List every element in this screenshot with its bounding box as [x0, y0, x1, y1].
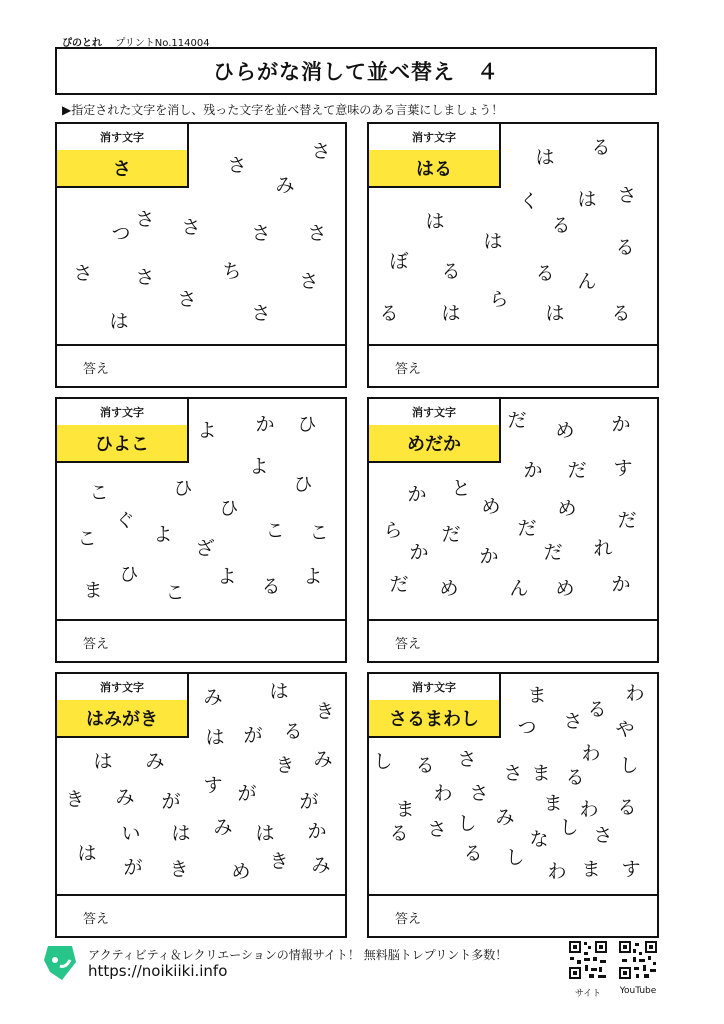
hiragana-char: め: [555, 577, 575, 600]
puzzle-panel: [55, 397, 347, 663]
hiragana-char: は: [483, 230, 503, 253]
hiragana-char: ぐ: [115, 509, 135, 532]
hiragana-char: き: [275, 754, 295, 777]
hiragana-char: や: [615, 718, 635, 741]
hiragana-char: こ: [89, 481, 109, 504]
hiragana-char: さ: [563, 710, 583, 733]
hiragana-char: ま: [531, 762, 551, 785]
hiragana-char: ひ: [119, 563, 139, 586]
hiragana-char: ま: [83, 579, 103, 602]
hiragana-char: が: [237, 782, 257, 805]
erase-label-heading: 消す文字: [412, 406, 456, 419]
hiragana-char: る: [591, 136, 611, 159]
erase-label-box: [369, 674, 501, 738]
hiragana-char: る: [615, 236, 635, 259]
hiragana-char: こ: [309, 521, 329, 544]
hiragana-char: み: [495, 806, 515, 829]
hiragana-char: か: [611, 413, 631, 436]
hiragana-char: み: [115, 786, 135, 809]
answer-field[interactable]: [369, 619, 657, 661]
print-number: プリントNo.114004: [115, 38, 210, 49]
logo-icon: [40, 942, 80, 982]
hiragana-char: だ: [517, 517, 537, 540]
qr-code-icon[interactable]: [568, 940, 608, 980]
hiragana-char: ん: [577, 270, 597, 293]
erase-word: さるまわし: [369, 700, 499, 736]
hiragana-char: わ: [581, 742, 601, 765]
puzzle-panel: [55, 672, 347, 938]
hiragana-char: か: [307, 820, 327, 843]
hiragana-char: さ: [299, 270, 319, 293]
hiragana-char: だ: [441, 523, 461, 546]
hiragana-char: み: [203, 686, 223, 709]
hiragana-char: さ: [457, 748, 477, 771]
qr-youtube-label: YouTube: [619, 986, 657, 996]
footer-url[interactable]: https://noikiiki.info: [88, 962, 228, 980]
answer-label: 答え: [395, 637, 422, 652]
hiragana-char: し: [457, 812, 477, 835]
hiragana-char: ん: [509, 577, 529, 600]
hiragana-char: は: [205, 726, 225, 749]
brand: ぴのとれ: [62, 38, 102, 49]
erase-label-heading: 消す文字: [412, 681, 456, 694]
answer-label: 答え: [83, 912, 110, 927]
answer-field[interactable]: [57, 344, 345, 386]
hiragana-char: め: [481, 495, 501, 518]
puzzle-panel: [367, 672, 659, 938]
hiragana-char: み: [145, 750, 165, 773]
erase-label-box: [57, 674, 189, 738]
hiragana-char: は: [425, 210, 445, 233]
hiragana-char: か: [409, 541, 429, 564]
hiragana-char: ま: [395, 798, 415, 821]
hiragana-char: が: [123, 856, 143, 879]
qr-site-label: サイト: [574, 989, 602, 999]
answer-field[interactable]: [57, 894, 345, 936]
erase-word: はみがき: [57, 700, 187, 736]
hiragana-char: か: [479, 545, 499, 568]
erase-label-heading: 消す文字: [100, 406, 144, 419]
hiragana-char: き: [269, 850, 289, 873]
hiragana-char: か: [611, 573, 631, 596]
hiragana-char: め: [557, 497, 577, 520]
hiragana-char: ひ: [293, 473, 313, 496]
hiragana-char: め: [555, 419, 575, 442]
hiragana-char: る: [379, 302, 399, 325]
hiragana-char: る: [535, 262, 555, 285]
hiragana-char: は: [545, 302, 565, 325]
page-title: ひらがな消して並べ替え ４: [55, 47, 657, 95]
hiragana-char: ざ: [195, 537, 215, 560]
puzzle-panel: [367, 397, 659, 663]
hiragana-char: さ: [251, 222, 271, 245]
hiragana-char: は: [441, 302, 461, 325]
hiragana-char: し: [619, 754, 639, 777]
hiragana-char: る: [587, 698, 607, 721]
hiragana-char: み: [275, 174, 295, 197]
hiragana-char: さ: [311, 140, 331, 163]
hiragana-char: る: [611, 302, 631, 325]
hiragana-char: が: [161, 790, 181, 813]
hiragana-char: み: [313, 748, 333, 771]
hiragana-char: は: [109, 310, 129, 333]
hiragana-char: ら: [489, 288, 509, 311]
hiragana-char: す: [613, 457, 633, 480]
hiragana-char: わ: [433, 782, 453, 805]
qr-code-icon[interactable]: [618, 940, 658, 980]
erase-word: さ: [57, 150, 187, 186]
hiragana-char: ま: [543, 792, 563, 815]
hiragana-char: な: [529, 828, 549, 851]
hiragana-char: す: [203, 774, 223, 797]
hiragana-char: か: [255, 413, 275, 436]
erase-label-box: [57, 124, 189, 188]
hiragana-char: る: [389, 822, 409, 845]
hiragana-char: れ: [593, 537, 613, 560]
answer-field[interactable]: [369, 894, 657, 936]
hiragana-char: す: [621, 858, 641, 881]
answer-label: 答え: [395, 362, 422, 377]
hiragana-char: だ: [389, 573, 409, 596]
hiragana-char: ら: [383, 519, 403, 542]
hiragana-char: よ: [249, 455, 269, 478]
footer: [40, 940, 690, 1010]
hiragana-char: だ: [507, 409, 527, 432]
hiragana-char: だ: [617, 509, 637, 532]
hiragana-char: め: [231, 860, 251, 883]
hiragana-char: が: [299, 790, 319, 813]
hiragana-char: は: [77, 842, 97, 865]
hiragana-char: さ: [135, 208, 155, 231]
hiragana-char: だ: [543, 541, 563, 564]
hiragana-char: ひ: [219, 497, 239, 520]
answer-field[interactable]: [369, 344, 657, 386]
hiragana-char: は: [269, 680, 289, 703]
hiragana-char: か: [407, 483, 427, 506]
hiragana-char: ひ: [297, 413, 317, 436]
hiragana-char: わ: [579, 798, 599, 821]
hiragana-char: み: [311, 854, 331, 877]
hiragana-char: さ: [307, 222, 327, 245]
answer-field[interactable]: [57, 619, 345, 661]
hiragana-char: し: [373, 750, 393, 773]
hiragana-char: よ: [303, 565, 323, 588]
hiragana-char: こ: [77, 527, 97, 550]
erase-label-heading: 消す文字: [100, 131, 144, 144]
hiragana-char: し: [505, 846, 525, 869]
hiragana-char: し: [559, 816, 579, 839]
erase-label-box: [57, 399, 189, 463]
hiragana-char: よ: [197, 419, 217, 442]
hiragana-char: さ: [503, 762, 523, 785]
hiragana-char: ま: [581, 858, 601, 881]
hiragana-char: る: [441, 260, 461, 283]
erase-label-box: [369, 399, 501, 463]
hiragana-char: み: [213, 816, 233, 839]
hiragana-char: き: [65, 788, 85, 811]
answer-label: 答え: [83, 362, 110, 377]
hiragana-char: こ: [265, 519, 285, 542]
erase-word: はる: [369, 150, 499, 186]
hiragana-char: る: [463, 842, 483, 865]
hiragana-char: さ: [73, 262, 93, 285]
hiragana-char: る: [283, 720, 303, 743]
hiragana-char: め: [439, 577, 459, 600]
hiragana-char: は: [577, 188, 597, 211]
instruction: ▶指定された文字を消し、残った文字を並べ替えて意味のある言葉にしましょう！: [62, 103, 504, 117]
answer-label: 答え: [395, 912, 422, 927]
hiragana-char: と: [451, 477, 471, 500]
erase-label-box: [369, 124, 501, 188]
hiragana-char: さ: [251, 302, 271, 325]
erase-label-heading: 消す文字: [412, 131, 456, 144]
hiragana-char: は: [171, 822, 191, 845]
hiragana-char: は: [93, 750, 113, 773]
answer-label: 答え: [83, 637, 110, 652]
hiragana-char: ち: [222, 260, 242, 283]
hiragana-char: さ: [427, 818, 447, 841]
hiragana-char: ひ: [173, 477, 193, 500]
hiragana-char: き: [315, 700, 335, 723]
hiragana-char: る: [617, 796, 637, 819]
hiragana-char: さ: [135, 266, 155, 289]
erase-word: めだか: [369, 425, 499, 461]
erase-word: ひよこ: [57, 425, 187, 461]
erase-label-heading: 消す文字: [100, 681, 144, 694]
hiragana-char: さ: [181, 216, 201, 239]
hiragana-char: こ: [165, 581, 185, 604]
hiragana-char: る: [415, 754, 435, 777]
hiragana-char: は: [255, 822, 275, 845]
hiragana-char: わ: [547, 860, 567, 883]
hiragana-char: る: [551, 214, 571, 237]
hiragana-char: さ: [177, 288, 197, 311]
hiragana-char: よ: [153, 523, 173, 546]
hiragana-char: る: [261, 575, 281, 598]
hiragana-char: く: [519, 190, 539, 213]
hiragana-char: つ: [111, 222, 131, 245]
puzzle-panel: [367, 122, 659, 388]
hiragana-char: い: [121, 822, 141, 845]
hiragana-char: き: [169, 858, 189, 881]
hiragana-char: さ: [617, 184, 637, 207]
puzzle-panel: [55, 122, 347, 388]
hiragana-char: か: [523, 459, 543, 482]
hiragana-char: が: [243, 724, 263, 747]
hiragana-char: よ: [217, 565, 237, 588]
hiragana-char: さ: [593, 824, 613, 847]
hiragana-char: る: [565, 766, 585, 789]
hiragana-char: ま: [527, 684, 547, 707]
hiragana-char: さ: [227, 154, 247, 177]
hiragana-char: つ: [517, 716, 537, 739]
hiragana-char: だ: [567, 459, 587, 482]
hiragana-char: わ: [625, 682, 645, 705]
hiragana-char: さ: [469, 782, 489, 805]
hiragana-char: は: [535, 146, 555, 169]
footer-description: アクティビティ＆レクリエーションの情報サイト！ 無料脳トレプリント多数！: [88, 948, 508, 962]
hiragana-char: ぼ: [389, 250, 409, 273]
